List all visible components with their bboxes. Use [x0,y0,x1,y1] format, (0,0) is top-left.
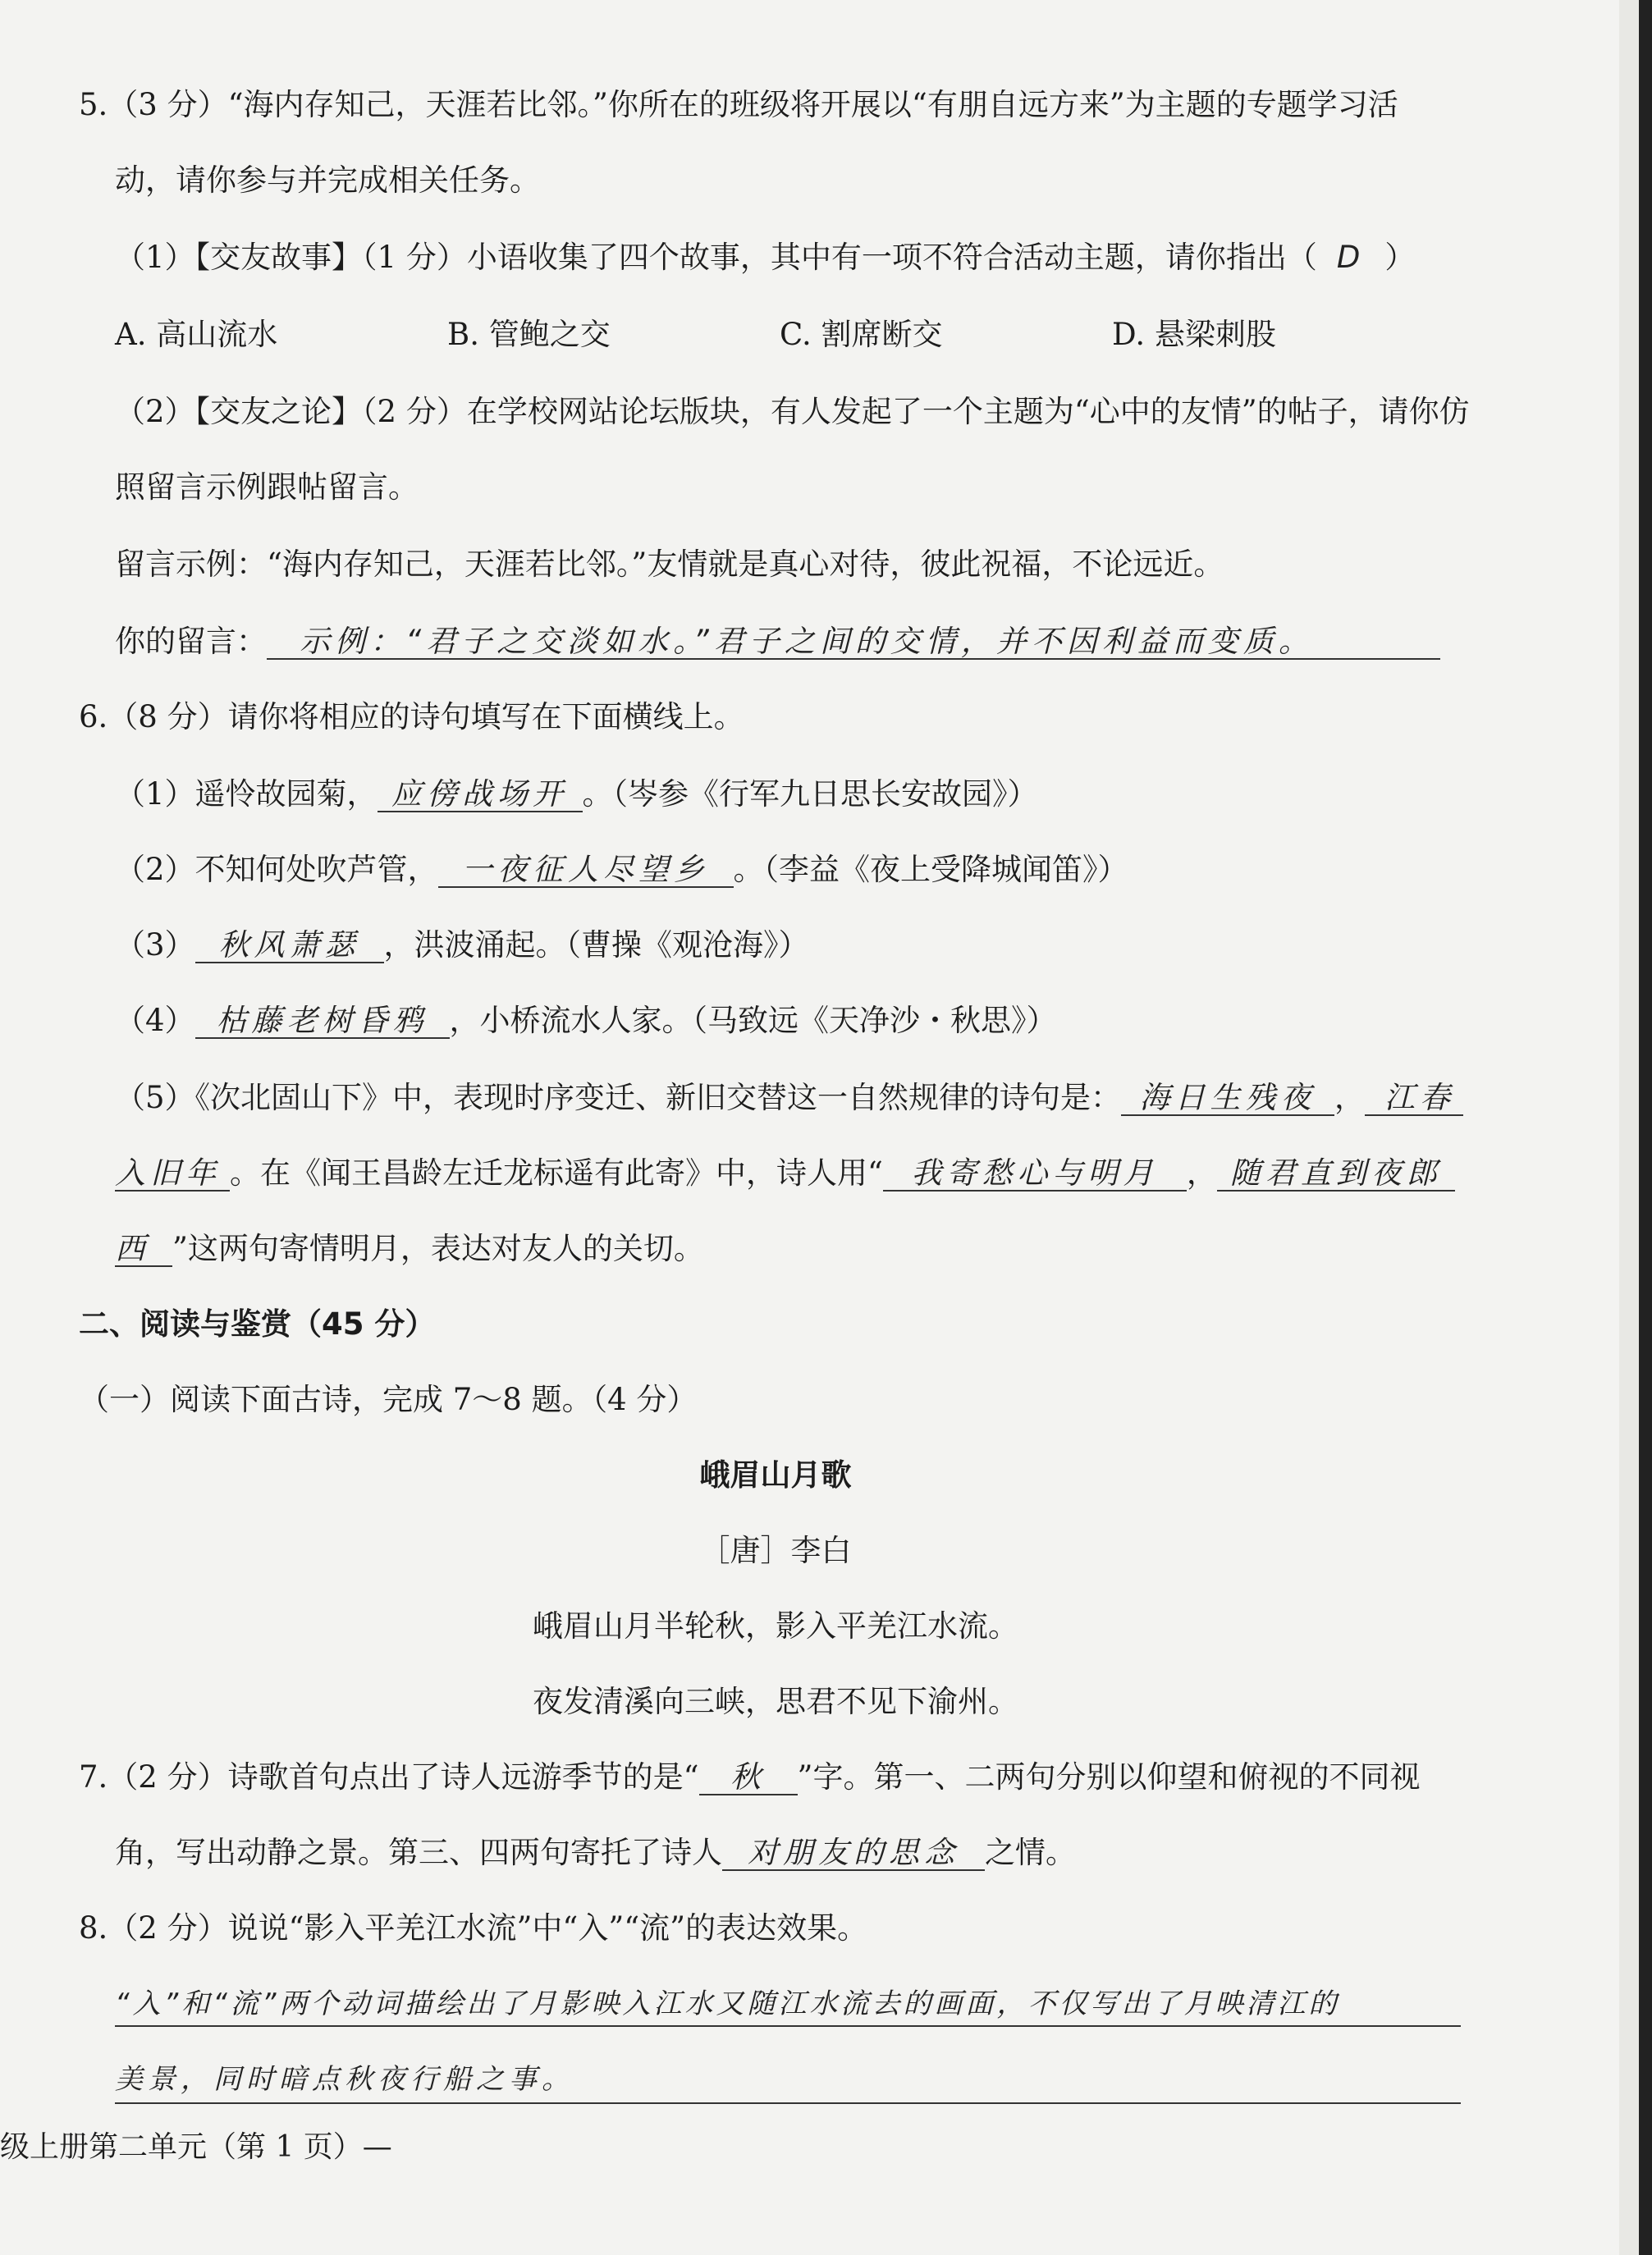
q5-options [115,317,1444,353]
q8-answer-line2[interactable]: 美景，同时暗点秋夜行船之事。 [115,2063,574,2096]
q5-sub1-answer: D [1336,240,1366,275]
q5-stem-line1: 5.（3 分）“海内存知己，天涯若比邻。”你所在的班级将开展以“有朋自远方来”为主题的专题学习活 [79,87,1398,122]
q7-answer1[interactable]: 秋 [699,1761,798,1795]
q5-your-message: 你的留言： 示例：“君子之交淡如水。”君子之间的交情，并不因利益而变质。 [115,624,1440,660]
q7-line2: 角，写出动静之景。第三、四两句寄托了诗人 对朋友的思念 之情。 [115,1835,1076,1870]
q6-s5-line3: 西 ”这两句寄情明月，表达对友人的关切。 [115,1231,704,1266]
answer-rule-1 [115,2025,1461,2027]
poem-title: 峨眉山月歌 [699,1457,852,1493]
page-footer: 级上册第二单元（第 1 页）— [0,2130,392,2164]
q8-answer-line1[interactable]: “入”和“流”两个动词描绘出了月影映入江水又随江水流去的画面，不仅写出了月映清江的 [115,1987,1340,2020]
q6-s5-line2: 入旧年 。在《闻王昌龄左迁龙标遥有此寄》中，诗人用“ 我寄愁心与明月 ， 随君直到夜郎 [115,1155,1455,1192]
option-d: D. 悬梁刺股 [1112,317,1276,352]
q7-answer2[interactable]: 对朋友的思念 [722,1836,985,1871]
q6-s2-answer[interactable]: 一夜征人尽望乡 [438,853,734,888]
q6-s1-answer[interactable]: 应傍战场开 [378,778,583,812]
q6-s3: （3） 秋风萧瑟 ，洪波涌起。（曹操《观沧海》） [115,927,809,963]
q6-s3-answer[interactable]: 秋风萧瑟 [195,929,384,963]
q5-example: 留言示例：“海内存知己，天涯若比邻。”友情就是真心对待，彼此祝福，不论远近。 [115,547,1224,582]
q6-s2: （2）不知何处吹芦管， 一夜征人尽望乡 。（李益《夜上受降城闻笛》） [115,852,1128,887]
section2-title: 二、阅读与鉴赏（45 分） [79,1306,436,1342]
q6-title: 6.（8 分）请你将相应的诗句填写在下面横线上。 [79,699,744,734]
option-b: B. 管鲍之交 [447,317,611,352]
q5-stem-line2: 动，请你参与并完成相关任务。 [115,162,540,198]
q6-s5-answer-c[interactable]: 我寄愁心与明月 [883,1157,1187,1192]
q6-s4-answer[interactable]: 枯藤老树昏鸦 [195,1004,450,1039]
q6-s5-line1: （5）《次北固山下》中，表现时序变迁、新旧交替这一自然规律的诗句是： 海日生残夜 ， 江春 [115,1080,1463,1116]
q5-answer-field[interactable]: 示例：“君子之交淡如水。”君子之间的交情，并不因利益而变质。 [267,625,1440,660]
poem-line2: 夜发清溪向三峡，思君不见下渝州。 [533,1684,1018,1719]
q6-s4: （4） 枯藤老树昏鸦 ，小桥流水人家。（马致远《天净沙・秋思》） [115,1003,1057,1038]
option-c: C. 割席断交 [780,317,943,352]
page-edge-light [1619,0,1639,2255]
q5-sub1: （1）【交友故事】（1 分）小语收集了四个故事，其中有一项不符合活动主题，请你指出（ D ） [115,240,1416,275]
q7-line1: 7.（2 分）诗歌首句点出了诗人远游季节的是“ 秋 ”字。第一、二两句分别以仰望和俯视的不同视 [79,1759,1421,1795]
answer-rule-2 [115,2102,1461,2104]
q8-title: 8.（2 分）说说“影入平羌江水流”中“入”“流”的表达效果。 [79,1910,868,1946]
q6-s5-answer-b-part1[interactable]: 江春 [1365,1082,1463,1116]
q6-s5-answer-d-part2[interactable]: 西 [115,1233,172,1267]
q6-s1: （1）遥怜故园菊， 应傍战场开 。（岑参《行军九日思长安故园》） [115,776,1038,812]
q5-sub2-line2: 照留言示例跟帖留言。 [115,469,419,505]
poem-author: ［唐］李白 [699,1533,852,1568]
q6-s5-answer-a[interactable]: 海日生残夜 [1121,1082,1334,1116]
q6-s5-answer-d-part1[interactable]: 随君直到夜郎 [1217,1157,1455,1192]
section2-part1: （一）阅读下面古诗，完成 7～8 题。（4 分） [79,1382,698,1417]
option-a: A. 高山流水 [115,317,278,352]
q6-s5-answer-b-part2[interactable]: 入旧年 [115,1157,230,1192]
q5-sub2-line1: （2）【交友之论】（2 分）在学校网站论坛版块，有人发起了一个主题为“心中的友情”的帖子，请你仿 [115,394,1470,429]
page-edge-dark [1639,0,1652,2255]
poem-line1: 峨眉山月半轮秋，影入平羌江水流。 [533,1608,1018,1644]
